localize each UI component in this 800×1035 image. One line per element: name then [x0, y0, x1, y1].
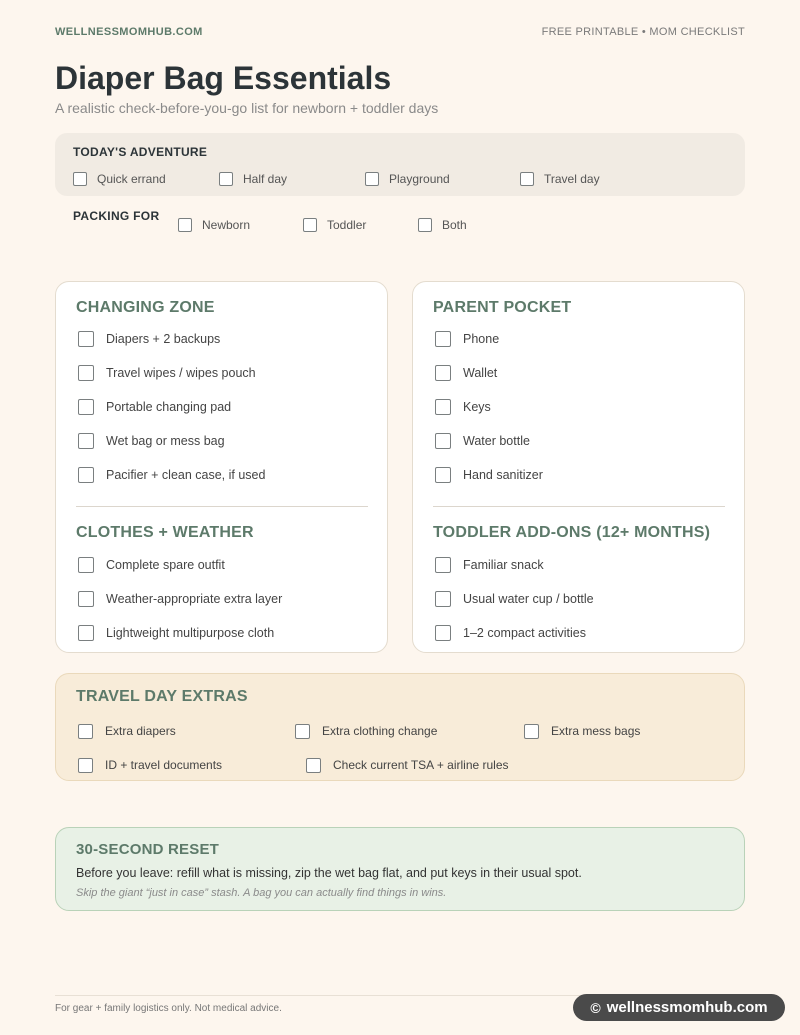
checkbox[interactable] — [306, 758, 321, 773]
item-label: Extra diapers — [105, 724, 176, 738]
reset-body: Before you leave: refill what is missing, zip the wet bag flat, and put keys in their usual spot. — [76, 866, 582, 880]
item-label: Extra mess bags — [551, 724, 641, 738]
right-checklist-card — [412, 281, 745, 653]
checklist-item[interactable] — [78, 582, 368, 616]
adventure-panel — [55, 133, 745, 196]
item-label: Pacifier + clean case, if used — [106, 468, 266, 482]
checklist-item[interactable] — [78, 748, 222, 782]
checklist-item[interactable] — [78, 390, 368, 424]
checkbox[interactable] — [435, 399, 451, 415]
checkbox[interactable] — [78, 758, 93, 773]
section-divider — [76, 506, 368, 507]
checkbox[interactable] — [435, 625, 451, 641]
item-label: Extra clothing change — [322, 724, 438, 738]
item-label: Portable changing pad — [106, 400, 232, 414]
checklist-item[interactable] — [295, 714, 437, 748]
reset-title: 30-SECOND RESET — [76, 841, 220, 858]
checkbox[interactable] — [73, 172, 87, 186]
checkbox[interactable] — [520, 172, 534, 186]
checklist-item[interactable] — [78, 548, 368, 582]
checkbox[interactable] — [78, 467, 94, 483]
checklist-item[interactable] — [524, 714, 640, 748]
section-divider — [433, 506, 725, 507]
reset-note: Skip the giant “just in case” stash. A bag you can actually find things in wins. — [76, 887, 447, 899]
checkbox[interactable] — [303, 218, 317, 232]
checkbox[interactable] — [524, 724, 539, 739]
item-label: Wallet — [463, 366, 498, 380]
item-label: Lightweight multipurpose cloth — [106, 626, 275, 640]
footer-disclaimer: For gear + family logistics only. Not medical advice. — [55, 1003, 282, 1014]
checklist-item[interactable] — [435, 356, 725, 390]
option-label: Travel day — [544, 172, 600, 186]
checkbox[interactable] — [78, 591, 94, 607]
item-label: Weather-appropriate extra layer — [106, 592, 283, 606]
item-label: Keys — [463, 400, 491, 414]
checklist-item[interactable] — [78, 356, 368, 390]
item-label: Complete spare outfit — [106, 558, 225, 572]
item-label: Familiar snack — [463, 558, 544, 572]
checklist-item[interactable] — [435, 616, 725, 650]
item-label: Check current TSA + airline rules — [333, 758, 509, 772]
left-checklist-card — [55, 281, 388, 653]
packing-option-toddler[interactable] — [303, 218, 366, 232]
adventure-option-travel-day[interactable] — [520, 172, 600, 186]
checklist-item[interactable] — [435, 582, 725, 616]
clothes-weather-list — [78, 548, 368, 650]
packing-option-both[interactable] — [418, 218, 467, 232]
site-name: WELLNESSMOMHUB.COM — [55, 26, 203, 38]
changing-zone-title: CHANGING ZONE — [76, 299, 215, 316]
checklist-item[interactable] — [78, 322, 368, 356]
header-tagline: FREE PRINTABLE • MOM CHECKLIST — [541, 26, 745, 38]
travel-extras-panel — [55, 673, 745, 781]
copyright-icon: © — [590, 999, 601, 1016]
checkbox[interactable] — [295, 724, 310, 739]
option-label: Both — [442, 218, 467, 232]
toddler-addons-list — [435, 548, 725, 650]
checkbox[interactable] — [78, 433, 94, 449]
checklist-item[interactable] — [435, 548, 725, 582]
item-label: Phone — [463, 332, 500, 346]
adventure-option-quick-errand[interactable] — [73, 172, 166, 186]
travel-extras-title: TRAVEL DAY EXTRAS — [76, 688, 248, 705]
checklist-item[interactable] — [435, 458, 725, 492]
checklist-item[interactable] — [435, 322, 725, 356]
item-label: Usual water cup / bottle — [463, 592, 594, 606]
option-label: Playground — [389, 172, 450, 186]
checklist-item[interactable] — [78, 714, 176, 748]
watermark-text: wellnessmomhub.com — [606, 999, 768, 1016]
packing-option-newborn[interactable] — [178, 218, 250, 232]
adventure-label: TODAY'S ADVENTURE — [73, 145, 208, 159]
checkbox[interactable] — [365, 172, 379, 186]
checkbox[interactable] — [78, 724, 93, 739]
checklist-item[interactable] — [78, 616, 368, 650]
checkbox[interactable] — [178, 218, 192, 232]
item-label: Travel wipes / wipes pouch — [106, 366, 256, 380]
checklist-item[interactable] — [435, 424, 725, 458]
parent-pocket-list — [435, 322, 725, 492]
packing-label: PACKING FOR — [73, 209, 160, 223]
checklist-item[interactable] — [306, 748, 509, 782]
checkbox[interactable] — [78, 557, 94, 573]
checklist-item[interactable] — [78, 458, 368, 492]
checkbox[interactable] — [435, 591, 451, 607]
checkbox[interactable] — [219, 172, 233, 186]
option-label: Newborn — [202, 218, 251, 232]
checkbox[interactable] — [78, 365, 94, 381]
checkbox[interactable] — [78, 625, 94, 641]
item-label: ID + travel documents — [105, 758, 223, 772]
item-label: 1–2 compact activities — [463, 626, 586, 640]
adventure-option-playground[interactable] — [365, 172, 450, 186]
toddler-addons-title: TODDLER ADD-ONS (12+ MONTHS) — [433, 524, 711, 541]
item-label: Diapers + 2 backups — [106, 332, 221, 346]
checkbox[interactable] — [435, 467, 451, 483]
checkbox[interactable] — [435, 557, 451, 573]
item-label: Hand sanitizer — [463, 468, 543, 482]
checkbox[interactable] — [418, 218, 432, 232]
checkbox[interactable] — [435, 433, 451, 449]
checklist-item[interactable] — [78, 424, 368, 458]
watermark-badge — [573, 994, 785, 1021]
checklist-item[interactable] — [435, 390, 725, 424]
checkbox[interactable] — [78, 399, 94, 415]
option-label: Quick errand — [97, 172, 166, 186]
option-label: Half day — [243, 172, 288, 186]
page-subtitle: A realistic check-before-you-go list for newborn + toddler days — [55, 100, 439, 116]
clothes-weather-title: CLOTHES + WEATHER — [76, 524, 254, 541]
item-label: Water bottle — [463, 434, 530, 448]
checkbox[interactable] — [435, 331, 451, 347]
option-label: Toddler — [327, 218, 367, 232]
reset-panel — [55, 827, 745, 911]
adventure-option-half-day[interactable] — [219, 172, 287, 186]
item-label: Wet bag or mess bag — [106, 434, 225, 448]
parent-pocket-title: PARENT POCKET — [433, 299, 572, 316]
checkbox[interactable] — [435, 365, 451, 381]
checkbox[interactable] — [78, 331, 94, 347]
changing-zone-list — [78, 322, 368, 492]
page-title: Diaper Bag Essentials — [55, 60, 392, 96]
